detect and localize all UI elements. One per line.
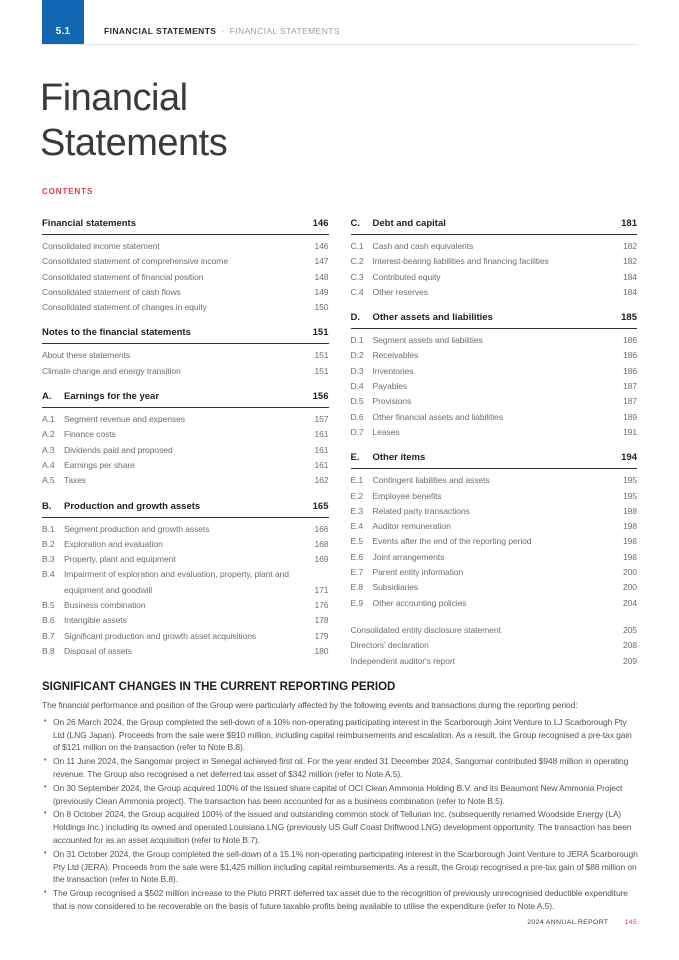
toc-item-page: 198 (622, 536, 637, 547)
toc-item-number: E.3 (350, 505, 364, 516)
toc-section (351, 218, 638, 300)
toc-item-label: Consolidated statement of comprehensive income (42, 256, 228, 267)
toc-row[interactable] (42, 427, 329, 442)
toc-item-label: Employee benefits (372, 490, 442, 501)
toc-item-number: D.3 (350, 365, 364, 376)
toc-item-label: Significant production and growth asset acquisitions (64, 630, 257, 641)
bullet-list (42, 716, 638, 913)
toc-item-page: 168 (314, 538, 329, 549)
bullet-item (42, 808, 638, 846)
toc-item-number: D.1 (350, 335, 364, 346)
significant-changes-intro: The financial performance and position of the Group were particularly affected by the following events and transactions during the reporting period: (42, 700, 578, 710)
toc-item-number: B.1 (42, 523, 55, 534)
toc-item-page: 161 (314, 459, 329, 470)
toc-row[interactable] (351, 410, 638, 425)
toc-section-number: C. (350, 218, 360, 229)
bullet-text: On 31 October 2024, the Group completed the sell-down of a 15.1% non-operating participating interest in the Scarborough Joint Venture to JERA Scarborough Pty Ltd (JERA). Proceeds from the sale were $1,425 million including capital reimbursements. As a result, the Group recognised a pre-tax gain of $88 million on the transaction (refer to Note B.8). (53, 848, 638, 885)
toc-item-number: E.8 (350, 582, 364, 593)
toc-row[interactable] (42, 458, 329, 473)
toc-item-list (42, 412, 329, 488)
toc-section (42, 391, 329, 488)
toc-row[interactable] (351, 394, 638, 409)
toc-item-page: 149 (314, 286, 329, 297)
toc-item-label: Parent entity information (372, 567, 464, 578)
toc-item-number: B.2 (42, 538, 55, 549)
breadcrumb-separator: · (221, 26, 225, 36)
toc-row[interactable] (351, 504, 638, 519)
toc-item-page: 198 (622, 505, 637, 516)
page-title-line1: Financial (40, 77, 188, 119)
toc-section-page: 194 (621, 452, 637, 464)
toc-item-page: 166 (314, 523, 329, 534)
toc-item-number: C.2 (350, 256, 364, 267)
toc-item-page: 186 (622, 350, 637, 361)
toc-item-label: Joint arrangements (372, 551, 445, 562)
toc-item-list (42, 239, 329, 315)
toc-item-number: B.8 (42, 645, 55, 656)
toc-item-number: E.4 (350, 521, 364, 532)
toc-row[interactable] (42, 644, 329, 659)
toc-item-label: Property, plant and equipment (64, 554, 176, 565)
toc-item-page: 171 (314, 584, 329, 595)
toc-section-page: 181 (621, 218, 637, 229)
toc-item-label: Interest-bearing liabilities and financing facilities (372, 256, 549, 267)
toc-item-page: 169 (314, 554, 329, 565)
toc-item-number: E.7 (350, 567, 364, 578)
toc-row[interactable] (42, 522, 329, 537)
toc-row[interactable] (351, 270, 638, 285)
toc-row[interactable] (42, 552, 329, 567)
toc-section (351, 452, 638, 611)
toc-section-header[interactable] (42, 327, 329, 344)
toc-item-number: B.7 (42, 630, 55, 641)
toc-row[interactable] (42, 443, 329, 458)
toc-item-page: 150 (314, 302, 329, 313)
toc-section-label: Debt and capital (372, 218, 446, 229)
toc-item-list (351, 473, 638, 611)
significant-changes-heading: SIGNIFICANT CHANGES IN THE CURRENT REPORTING PERIOD (42, 681, 396, 693)
toc-item-page: 176 (314, 600, 329, 611)
page-title (40, 76, 227, 166)
toc-item-number: C.3 (350, 271, 364, 282)
toc-item-page: 195 (622, 475, 637, 486)
toc-item-label: Segment revenue and expenses (64, 414, 185, 425)
toc-item-page: 146 (314, 241, 329, 251)
toc-section-page: 156 (312, 391, 329, 403)
toc-item-label: Consolidated entity disclosure statement (350, 624, 501, 635)
bullet-icon: • (44, 757, 47, 765)
toc-item-label: Disposal of assets (64, 645, 132, 656)
bullet-text: On 30 September 2024, the Group acquired 100% of the issued share capital of OCI Clean Ammonia Holding B.V. and its Beaumont New Ammonia Project (previously Clean Ammonia project). The transaction has been accounted for as a business combination (refer to Note B.5). (53, 782, 623, 806)
toc-section (42, 327, 329, 379)
toc-row[interactable] (42, 348, 329, 363)
toc-column-left (42, 218, 329, 681)
toc-item-label: Taxes (64, 475, 86, 486)
toc-section-number: D. (350, 312, 360, 324)
toc-item-list (351, 623, 638, 669)
toc-row[interactable] (351, 425, 638, 440)
bullet-icon: • (44, 717, 47, 725)
bullet-icon: • (44, 889, 47, 897)
toc-row[interactable] (42, 537, 329, 552)
toc-row[interactable] (42, 567, 329, 598)
toc-item-list (42, 348, 329, 379)
toc-section-header[interactable] (42, 391, 329, 408)
toc-item-label: Other accounting policies (372, 597, 467, 608)
footer-report-label: 2024 ANNUAL REPORT (527, 919, 609, 926)
toc-item-number: D.2 (350, 350, 364, 361)
toc-item-page: 151 (314, 350, 329, 361)
toc-section (42, 218, 329, 315)
toc-item-label: Consolidated statement of changes in equity (42, 302, 207, 313)
toc-section-label: Other items (372, 452, 426, 464)
toc-row[interactable] (42, 364, 329, 379)
breadcrumb-secondary: FINANCIAL STATEMENTS (229, 26, 340, 36)
toc-item-list (42, 522, 329, 660)
toc-section-label: Notes to the financial statements (42, 327, 191, 339)
toc-row[interactable] (351, 654, 638, 669)
section-number-badge: 5.1 (42, 0, 84, 44)
toc-item-label: Earnings per share (64, 459, 135, 470)
toc-item-label: Payables (372, 381, 408, 392)
toc-item-page: 182 (622, 256, 637, 267)
toc-item-label: Impairment of exploration and evaluation, property, plant and equipment and goodwill (64, 569, 289, 595)
toc-section-header[interactable] (351, 452, 638, 469)
toc-item-number: D.7 (350, 426, 364, 437)
toc-item-number: B.5 (42, 600, 55, 611)
toc-item-number: E.1 (350, 475, 364, 486)
toc-item-page: 209 (622, 655, 637, 666)
toc-item-page: 151 (314, 365, 329, 376)
toc-item-label: Auditor remuneration (372, 521, 451, 532)
bullet-text: On 11 June 2024, the Sangomar project in Senegal achieved first oil. For the year ended 31 December 2024, Sangomar contributed $948 million in operating revenue. The Group also recognised a net deferred tax asset of $342 million (refer to Note A.5). (53, 756, 629, 779)
toc-row[interactable] (351, 364, 638, 379)
toc-item-number: E.2 (350, 490, 364, 501)
toc-item-page: 180 (314, 645, 329, 656)
toc-section (351, 312, 638, 440)
toc-section-header[interactable] (351, 312, 638, 329)
toc-row[interactable] (351, 596, 638, 611)
toc-item-page: 191 (622, 426, 637, 437)
toc-item-page: 195 (622, 490, 637, 501)
toc-section-label: Earnings for the year (64, 391, 160, 403)
table-of-contents (42, 218, 637, 681)
toc-section-page: 146 (312, 218, 329, 229)
toc-item-label: Segment assets and liabilities (372, 335, 483, 346)
bullet-item (42, 755, 638, 781)
toc-item-page: 147 (314, 256, 329, 267)
toc-section-number: E. (350, 452, 360, 464)
toc-item-page: 204 (622, 597, 637, 608)
toc-row[interactable] (42, 300, 329, 315)
bullet-item (42, 887, 638, 913)
toc-row[interactable] (351, 473, 638, 488)
bullet-item (42, 848, 638, 886)
toc-row[interactable] (351, 623, 638, 638)
toc-row[interactable] (42, 598, 329, 613)
toc-item-page: 161 (314, 429, 329, 440)
toc-item-list (351, 239, 638, 300)
toc-section-header[interactable] (42, 218, 329, 235)
toc-item-number: A.4 (42, 459, 55, 470)
page-title-line2: Statements (40, 122, 228, 164)
toc-row[interactable] (42, 412, 329, 427)
toc-item-number: B.4 (42, 569, 55, 580)
significant-changes-section (42, 681, 638, 914)
toc-item-label: Consolidated statement of financial position (42, 271, 204, 282)
toc-section-number: B. (42, 500, 52, 512)
toc-row[interactable] (351, 565, 638, 580)
toc-row[interactable] (42, 254, 329, 269)
toc-row[interactable] (42, 270, 329, 285)
toc-row[interactable] (42, 239, 329, 254)
toc-section-label: Financial statements (42, 218, 136, 229)
contents-label: CONTENTS (42, 187, 94, 196)
toc-section-header[interactable] (42, 501, 329, 518)
toc-item-page: 157 (314, 414, 329, 425)
toc-item-page: 148 (314, 271, 329, 282)
bullet-item (42, 716, 638, 754)
toc-item-number: E.5 (350, 536, 364, 547)
bullet-item (42, 782, 638, 808)
toc-row[interactable] (351, 489, 638, 504)
toc-item-page: 184 (622, 286, 637, 297)
toc-item-page: 186 (622, 365, 637, 376)
toc-row[interactable] (351, 285, 638, 300)
toc-item-number: A.5 (42, 475, 55, 486)
toc-item-number: D.4 (350, 381, 364, 392)
toc-item-number: C.4 (350, 286, 364, 297)
toc-item-page: 200 (622, 567, 637, 578)
toc-item-label: Independent auditor's report (350, 655, 455, 666)
toc-item-page: 162 (314, 475, 329, 486)
toc-item-label: Subsidiaries (372, 582, 419, 593)
footer-page-number: 145 (624, 919, 637, 926)
toc-item-page: 200 (622, 582, 637, 593)
toc-item-label: Directors' declaration (350, 640, 429, 651)
toc-item-number: A.3 (42, 444, 55, 455)
toc-row[interactable] (351, 550, 638, 565)
toc-section-label: Production and growth assets (64, 500, 201, 512)
toc-row[interactable] (351, 379, 638, 394)
bullet-icon: • (44, 783, 47, 791)
toc-item-page: 178 (314, 615, 329, 626)
toc-column-right (351, 218, 638, 681)
toc-row[interactable] (351, 534, 638, 549)
toc-item-number: A.1 (42, 414, 55, 425)
toc-item-page: 182 (622, 241, 637, 251)
toc-item-page: 184 (622, 271, 637, 282)
toc-item-page: 198 (622, 521, 637, 532)
toc-item-label: Cash and cash equivalents (372, 241, 474, 251)
toc-section (351, 623, 638, 669)
toc-row[interactable] (351, 638, 638, 653)
toc-item-label: Other reserves (372, 286, 428, 297)
toc-row[interactable] (42, 473, 329, 488)
toc-row[interactable] (42, 629, 329, 644)
bullet-text: On 8 October 2024, the Group acquired 100% of the issued and outstanding common stock of Tellurian Inc. (subsequently renamed Woodside Energy (LA) Holdings Inc.) including its owned and operated Louisiana LNG (previously US Gulf Coast Driftwood LNG) development opportunity. The transaction has been accounted for as an asset acquisition (refer to Note B.7). (53, 809, 632, 845)
toc-section-page: 185 (621, 312, 637, 324)
toc-item-page: 205 (622, 624, 637, 635)
toc-item-page: 208 (622, 640, 637, 651)
toc-item-label: Provisions (372, 396, 412, 407)
toc-item-number: D.5 (350, 396, 364, 407)
toc-item-label: Other financial assets and liabilities (372, 411, 503, 422)
toc-item-label: Consolidated income statement (42, 241, 160, 251)
toc-item-page: 179 (314, 630, 329, 641)
toc-item-page: 198 (622, 551, 637, 562)
bullet-text: On 26 March 2024, the Group completed the sell-down of a 10% non-operating participating interest in the Scarborough Joint Venture to LJ Scarborough Pty Ltd (LNG Japan). Proceeds from the sale were $910 million, including capital reimbursements and escalation. As a result, the Group recognised a pre-tax gain of $121 million on the transaction (refer to Note B.8). (53, 716, 632, 753)
breadcrumb (104, 26, 340, 36)
toc-item-number: B.6 (42, 615, 55, 626)
toc-item-list (351, 333, 638, 440)
bullet-icon: • (44, 810, 47, 818)
toc-row[interactable] (351, 239, 638, 254)
toc-item-label: Leases (372, 426, 400, 437)
toc-section-page: 151 (312, 327, 329, 339)
bullet-icon: • (44, 849, 47, 857)
toc-item-number: A.2 (42, 429, 55, 440)
toc-item-label: Segment production and growth assets (64, 523, 210, 534)
toc-item-page: 187 (622, 396, 637, 407)
toc-item-label: Inventories (372, 365, 414, 376)
toc-item-label: Contingent liabilities and assets (372, 475, 490, 486)
toc-item-label: Contributed equity (372, 271, 441, 282)
toc-item-number: E.6 (350, 551, 364, 562)
toc-item-label: Finance costs (64, 429, 116, 440)
toc-row[interactable] (351, 580, 638, 595)
toc-item-number: E.9 (350, 597, 364, 608)
page-footer (42, 919, 637, 926)
toc-row[interactable] (351, 519, 638, 534)
toc-item-label: About these statements (42, 350, 131, 361)
toc-row[interactable] (42, 613, 329, 628)
toc-item-page: 186 (622, 335, 637, 346)
toc-item-label: Dividends paid and proposed (64, 444, 173, 455)
toc-item-label: Receivables (372, 350, 419, 361)
breadcrumb-primary: FINANCIAL STATEMENTS (104, 26, 217, 36)
bullet-text: The Group recognised a $502 million increase to the Pluto PRRT deferred tax asset due to the recognition of previously unrecognised deductible expenditure that is now considered to be recoverable on the basis of future taxable profits being available to utilise the expenditure (refer to Note A.5). (53, 888, 628, 911)
toc-row[interactable] (42, 285, 329, 300)
toc-item-label: Exploration and evaluation (64, 538, 163, 549)
toc-row[interactable] (351, 254, 638, 269)
toc-item-page: 187 (622, 381, 637, 392)
toc-section (42, 501, 329, 660)
toc-row[interactable] (351, 333, 638, 348)
toc-item-label: Consolidated statement of cash flows (42, 286, 181, 297)
toc-item-page: 189 (622, 411, 637, 422)
toc-section-label: Other assets and liabilities (372, 312, 493, 324)
toc-item-label: Events after the end of the reporting period (372, 536, 532, 547)
toc-item-number: D.6 (350, 411, 364, 422)
toc-section-header[interactable] (351, 218, 638, 235)
toc-item-page: 161 (314, 444, 329, 455)
toc-item-label: Related party transactions (372, 505, 470, 516)
toc-item-number: B.3 (42, 554, 55, 565)
header-divider (42, 44, 637, 45)
toc-item-number: C.1 (350, 241, 364, 251)
toc-row[interactable] (351, 348, 638, 363)
toc-section-number: A. (42, 391, 52, 403)
toc-section-page: 165 (312, 500, 329, 512)
toc-item-label: Climate change and energy transition (42, 365, 181, 376)
toc-item-label: Business combination (64, 600, 146, 611)
toc-item-label: Intangible assets (64, 615, 127, 626)
